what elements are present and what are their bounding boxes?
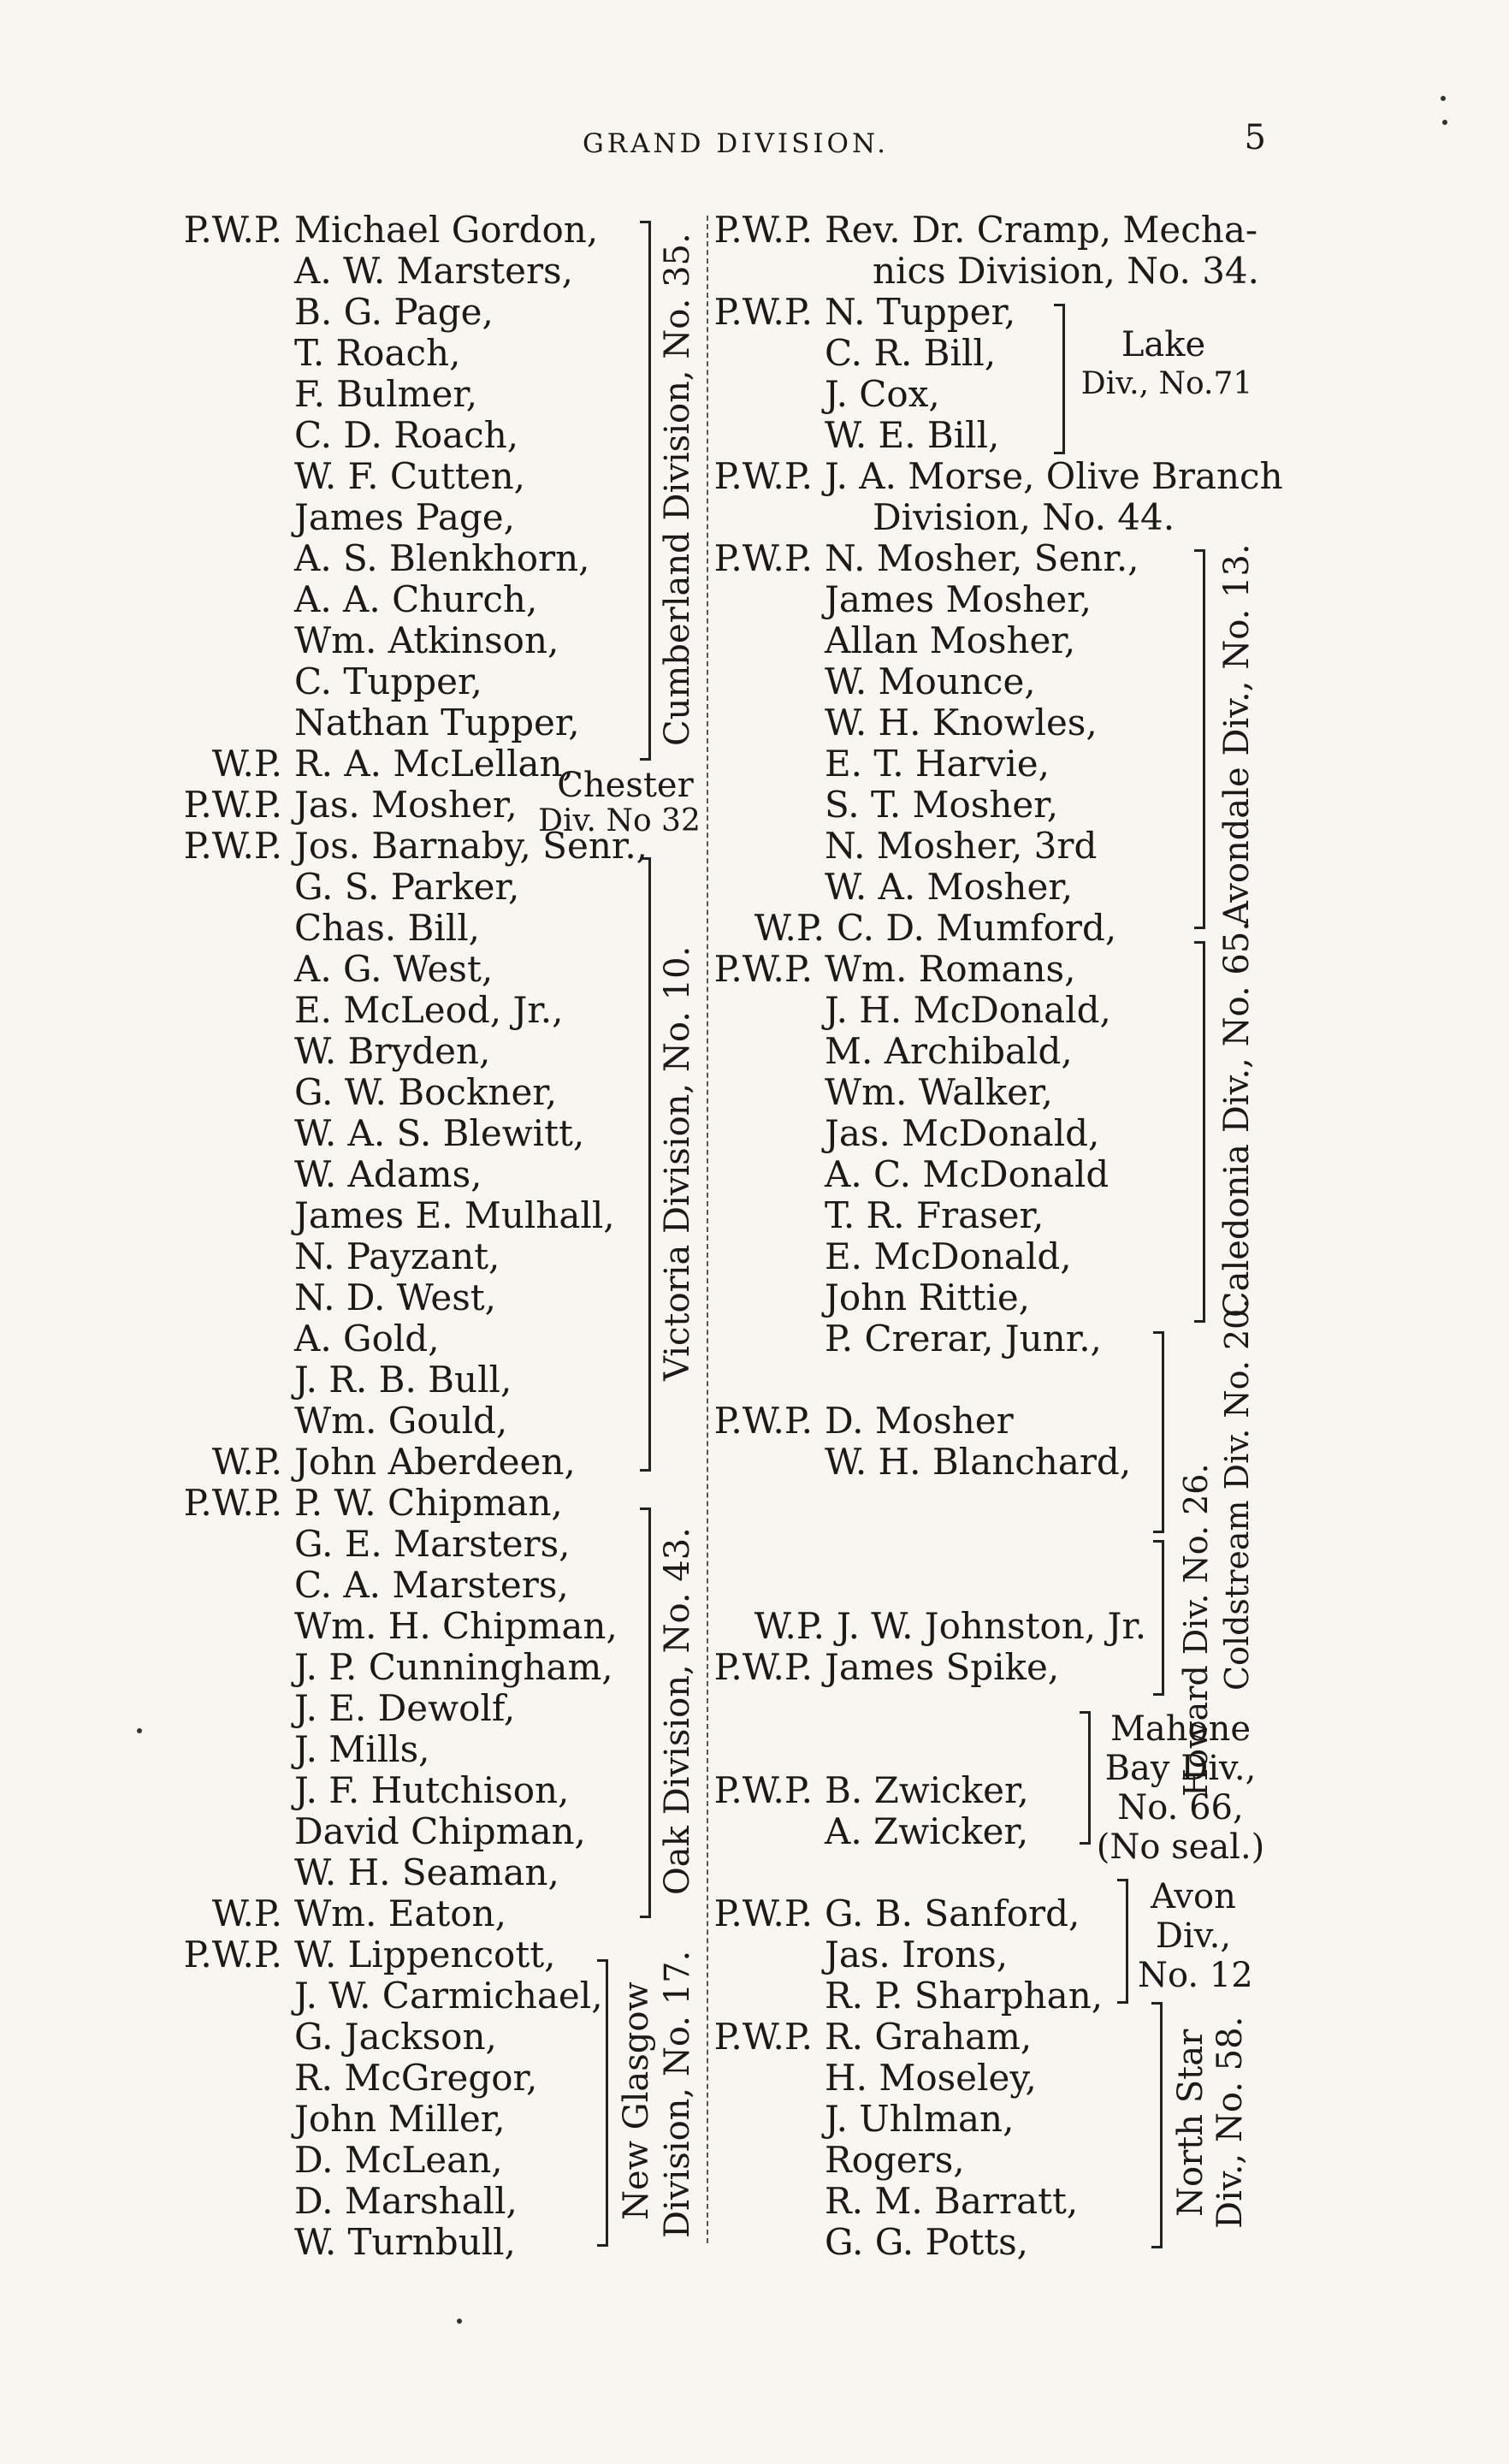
left-column-officer-title: P.W.P.: [183, 209, 282, 251]
left-column-entry: [137, 1072, 648, 1113]
left-column-member-name: R. McGregor,: [294, 2057, 538, 2099]
right-column-member-name: John Rittie,: [825, 1276, 1031, 1318]
left-column-entry: [137, 2058, 648, 2099]
left-column-member-name: B. G. Page,: [294, 291, 494, 333]
left-column-member-name: W. Turnbull,: [294, 2221, 516, 2263]
left-column-member-name: W. H. Seaman,: [294, 1851, 559, 1893]
right-column-member-name: T. R. Fraser,: [825, 1194, 1044, 1236]
left-column-entry: [137, 1154, 648, 1195]
left-column-member-name: W. F. Cutten,: [294, 455, 526, 497]
left-column-member-name: C. A. Marsters,: [294, 1564, 569, 1606]
left-column-entry: [137, 1647, 648, 1688]
mahone-brace: [1080, 1711, 1091, 1845]
left-column-member-name: C. Tupper,: [294, 660, 482, 702]
right-column-member-name: Rev. Dr. Cramp, Mecha-: [825, 209, 1258, 251]
left-column-member-name: G. E. Marsters,: [294, 1523, 571, 1565]
page-speck: [1441, 96, 1446, 101]
left-column-member-name: Jos. Barnaby, Senr.,: [294, 825, 648, 867]
left-column-entry: [137, 2181, 648, 2222]
lake-division-label-1: Lake: [1121, 325, 1206, 364]
right-column-member-name: N. Tupper,: [825, 291, 1016, 333]
mahone-division-label-3: No. 66,: [1117, 1788, 1244, 1827]
right-column-officer-title: P.W.P.: [713, 537, 813, 579]
left-column-entry: [137, 374, 648, 415]
north-star-division-label-1: North Star: [1171, 2029, 1210, 2217]
left-column-member-name: W. Lippencott,: [294, 1934, 556, 1975]
right-column-member-name: W. E. Bill,: [825, 414, 1000, 456]
howard-division-label: Howard Div. No. 26.: [1177, 1463, 1215, 1797]
left-column-entry: [137, 1606, 648, 1647]
right-column-member-name: nics Division, No. 34.: [873, 250, 1259, 292]
caledonia-division-label: Caledonia Div., No. 65.: [1217, 920, 1257, 1318]
left-column-member-name: James Page,: [294, 496, 515, 538]
left-column-entry: [137, 2222, 648, 2263]
right-column-member-name: C. D. Mumford,: [837, 907, 1117, 949]
right-column-member-name: W. H. Knowles,: [825, 702, 1098, 743]
left-column-entry: [137, 1934, 648, 1975]
left-column-member-name: A. A. Church,: [294, 578, 538, 620]
right-column-member-name: P. Crerar, Junr.,: [825, 1318, 1102, 1359]
left-column-entry: [137, 579, 648, 620]
left-column-entry: [137, 1236, 648, 1277]
lake-brace: [1054, 304, 1065, 454]
left-column-entry: [137, 1318, 648, 1359]
right-column-member-name: R. M. Barratt,: [825, 2180, 1079, 2222]
avon-division-label-1: Avon: [1151, 1877, 1236, 1916]
right-column-entry: [710, 1401, 1283, 1442]
right-column-member-name: N. Mosher, 3rd: [825, 825, 1098, 867]
left-column-member-name: J. W. Carmichael,: [294, 1975, 603, 2017]
right-column-member-name: W. Mounce,: [825, 660, 1036, 702]
right-column-member-name: D. Mosher: [825, 1400, 1014, 1442]
left-column-entry: [137, 1975, 648, 2017]
left-column-member-name: F. Bulmer,: [294, 373, 478, 415]
right-column-entry: [710, 1318, 1283, 1359]
left-column-officer-title: P.W.P.: [183, 784, 282, 826]
running-head: GRAND DIVISION.: [583, 128, 889, 159]
left-column-member-name: D. McLean,: [294, 2139, 503, 2181]
left-column-officer-title: P.W.P.: [183, 1934, 282, 1975]
left-column-member-name: Wm. Atkinson,: [294, 619, 559, 661]
left-column-entry: [137, 456, 648, 497]
left-column-member-name: G. S. Parker,: [294, 866, 520, 908]
left-column-entry: [137, 2140, 648, 2181]
left-column-entry: [137, 990, 648, 1031]
avondale-brace: [1194, 549, 1205, 929]
left-column-member-name: C. D. Roach,: [294, 414, 519, 456]
mahone-division-label-2: Bay Div.,: [1104, 1749, 1257, 1788]
left-column-member-name: R. A. McLellan,: [294, 743, 574, 785]
right-column-member-name: Jas. McDonald,: [825, 1112, 1100, 1154]
left-column-member-name: Wm. H. Chipman,: [294, 1605, 618, 1647]
left-column-entry: [137, 908, 648, 949]
right-column-member-name: Wm. Walker,: [825, 1071, 1053, 1113]
right-column-officer-title: W.P.: [754, 1605, 825, 1647]
left-column-list: [137, 210, 648, 2263]
left-column-entry: [137, 538, 648, 579]
left-column-member-name: D. Marshall,: [294, 2180, 518, 2222]
left-column-entry: [137, 1852, 648, 1893]
left-column-entry: [137, 1811, 648, 1852]
victoria-brace: [640, 857, 651, 1472]
left-column-entry: [137, 2099, 648, 2140]
right-column-member-name: J. H. McDonald,: [825, 989, 1111, 1031]
right-column-member-name: A. C. McDonald: [825, 1153, 1110, 1195]
page-speck: [1442, 120, 1447, 125]
oak-division-label: Oak Division, No. 43.: [658, 1527, 697, 1895]
north-star-brace: [1151, 2002, 1163, 2248]
left-column-entry: [137, 620, 648, 661]
left-column-member-name: A. W. Marsters,: [294, 250, 573, 292]
left-column-officer-title: W.P.: [211, 1441, 282, 1483]
left-column-entry: [137, 333, 648, 374]
left-column-entry: [137, 415, 648, 456]
new-glasgow-division-label-1: New Glasgow: [617, 1981, 656, 2221]
right-column-member-name: G. B. Sanford,: [825, 1892, 1080, 1934]
left-column-entry: [137, 1688, 648, 1729]
right-column-member-name: M. Archibald,: [825, 1030, 1073, 1072]
left-column-entry: [137, 1195, 648, 1236]
new-glasgow-division-label-2: Division, No. 17.: [658, 1950, 697, 2238]
right-column-member-name: N. Mosher, Senr.,: [825, 537, 1139, 579]
right-column-member-name: A. Zwicker,: [825, 1810, 1029, 1852]
caledonia-brace: [1194, 941, 1205, 1323]
right-column-officer-title: P.W.P.: [713, 948, 813, 990]
left-column-entry: [137, 2017, 648, 2058]
right-column-member-name: James Spike,: [825, 1646, 1060, 1688]
right-column-member-name: B. Zwicker,: [825, 1769, 1029, 1811]
right-column-officer-title: P.W.P.: [713, 455, 813, 497]
right-column-member-name: W. H. Blanchard,: [825, 1441, 1132, 1483]
left-column-entry: [137, 1729, 648, 1770]
left-column-officer-title: W.P.: [211, 743, 282, 785]
left-column-entry: [137, 1277, 648, 1318]
right-column-entry: [710, 1359, 1283, 1401]
left-column-entry: [137, 661, 648, 702]
right-column-entry: [710, 456, 1283, 497]
right-column-entry: [710, 210, 1283, 251]
left-column-member-name: Wm. Gould,: [294, 1400, 508, 1442]
north-star-division-label-2: Div., No. 58.: [1210, 2016, 1250, 2230]
right-column-member-name: James Mosher,: [825, 578, 1092, 620]
right-column-officer-title: P.W.P.: [713, 1646, 813, 1688]
mahone-division-label-4: (No seal.): [1096, 1827, 1265, 1867]
left-column-member-name: J. R. B. Bull,: [294, 1359, 512, 1401]
left-column-member-name: J. P. Cunningham,: [294, 1646, 613, 1688]
left-column-entry: [137, 251, 648, 292]
left-column-entry: [137, 702, 648, 743]
chester-division-label-2: Div. No 32: [538, 803, 701, 838]
chester-division-label-1: Chester: [557, 766, 694, 805]
left-column-member-name: E. McLeod, Jr.,: [294, 989, 564, 1031]
lake-division-label-2: Div., No.71: [1080, 366, 1253, 401]
right-column-entry: [710, 415, 1283, 456]
left-column-member-name: Jas. Mosher,: [294, 784, 518, 826]
left-column-member-name: John Miller,: [294, 2098, 506, 2140]
right-column-officer-title: P.W.P.: [713, 2016, 813, 2058]
column-divider-rule: [707, 216, 708, 2243]
left-column-member-name: N. D. West,: [294, 1276, 497, 1318]
right-column-member-name: S. T. Mosher,: [825, 784, 1059, 826]
left-column-entry: [137, 1442, 648, 1483]
avon-brace: [1117, 1879, 1128, 2004]
new-glasgow-brace: [597, 1959, 608, 2247]
left-column-member-name: A. Gold,: [294, 1318, 440, 1359]
right-column-member-name: Jas. Irons,: [825, 1934, 1009, 1975]
left-column-entry: [137, 1031, 648, 1072]
left-column-entry: [137, 210, 648, 251]
left-column-entry: [137, 949, 648, 990]
left-column-officer-title: P.W.P.: [183, 1482, 282, 1524]
left-column-member-name: Michael Gordon,: [294, 209, 599, 251]
left-column-member-name: Nathan Tupper,: [294, 702, 580, 743]
left-column-entry: [137, 1524, 648, 1565]
right-column-officer-title: P.W.P.: [713, 209, 813, 251]
right-column-officer-title: P.W.P.: [713, 1769, 813, 1811]
left-column-member-name: James E. Mulhall,: [294, 1194, 615, 1236]
right-column-entry: [710, 497, 1283, 538]
left-column-member-name: P. W. Chipman,: [294, 1482, 563, 1524]
left-column-member-name: G. Jackson,: [294, 2016, 497, 2058]
left-column-entry: [137, 497, 648, 538]
left-column-member-name: Chas. Bill,: [294, 907, 480, 949]
mahone-division-label-1: Mahone: [1110, 1709, 1252, 1749]
left-column-member-name: J. Mills,: [294, 1728, 430, 1770]
left-column-entry: [137, 1483, 648, 1524]
left-column-officer-title: P.W.P.: [183, 825, 282, 867]
right-column-member-name: Rogers,: [825, 2139, 965, 2181]
left-column-entry: [137, 867, 648, 908]
right-column-member-name: J. Cox,: [825, 373, 940, 415]
right-column-member-name: H. Moseley,: [825, 2057, 1037, 2099]
left-column-member-name: J. E. Dewolf,: [294, 1687, 516, 1729]
left-column-entry: [137, 1401, 648, 1442]
right-column-member-name: E. T. Harvie,: [825, 743, 1050, 785]
right-column-member-name: E. McDonald,: [825, 1235, 1072, 1277]
left-column-member-name: Wm. Eaton,: [294, 1892, 506, 1934]
victoria-division-label: Victoria Division, No. 10.: [658, 945, 697, 1382]
right-column-entry: [710, 251, 1283, 292]
left-column-member-name: W. Adams,: [294, 1153, 482, 1195]
right-column-member-name: W. A. Mosher,: [825, 866, 1074, 908]
right-column-member-name: Division, No. 44.: [873, 496, 1175, 538]
right-column-member-name: J. A. Morse, Olive Branch: [825, 455, 1283, 497]
left-column-member-name: David Chipman,: [294, 1810, 586, 1852]
left-column-member-name: T. Roach,: [294, 332, 461, 374]
left-column-member-name: G. W. Bockner,: [294, 1071, 558, 1113]
right-column-officer-title: P.W.P.: [713, 291, 813, 333]
left-column-entry: [137, 292, 648, 333]
right-column-officer-title: W.P.: [754, 907, 825, 949]
left-column-entry: [137, 1113, 648, 1154]
right-column-member-name: R. P. Sharphan,: [825, 1975, 1104, 2017]
cumberland-brace: [640, 221, 651, 761]
left-column-member-name: W. Bryden,: [294, 1030, 491, 1072]
right-column-member-name: R. Graham,: [825, 2016, 1033, 2058]
left-column-member-name: J. F. Hutchison,: [294, 1769, 570, 1811]
left-column-member-name: W. A. S. Blewitt,: [294, 1112, 585, 1154]
left-column-member-name: John Aberdeen,: [294, 1441, 576, 1483]
page-speck: [457, 2319, 462, 2324]
right-column-member-name: Allan Mosher,: [825, 619, 1076, 661]
left-column-entry: [137, 1565, 648, 1606]
avondale-division-label: Avondale Div., No. 13.: [1217, 543, 1257, 926]
oak-brace: [640, 1507, 651, 1918]
right-column-officer-title: P.W.P.: [713, 1400, 813, 1442]
coldstream-division-label-1: Coldstream Div. No. 20.: [1218, 1298, 1256, 1691]
right-column-member-name: G. G. Potts,: [825, 2221, 1029, 2263]
avon-division-label-3: No. 12: [1138, 1956, 1253, 1995]
right-column-member-name: C. R. Bill,: [825, 332, 997, 374]
right-column-officer-title: P.W.P.: [713, 1892, 813, 1934]
left-column-entry: [137, 1893, 648, 1934]
page-number: 5: [1244, 118, 1266, 157]
howard-brace: [1153, 1540, 1164, 1696]
right-column-member-name: J. W. Johnston, Jr.: [837, 1605, 1147, 1647]
left-column-officer-title: W.P.: [211, 1892, 282, 1934]
page-speck: [137, 1728, 142, 1733]
left-column-member-name: A. S. Blenkhorn,: [294, 537, 590, 579]
avon-division-label-2: Div.,: [1155, 1916, 1232, 1956]
cumberland-division-label: Cumberland Division, No. 35.: [658, 233, 697, 746]
left-column-entry: [137, 1770, 648, 1811]
right-column-member-name: Wm. Romans,: [825, 948, 1076, 990]
left-column-member-name: N. Payzant,: [294, 1235, 500, 1277]
left-column-member-name: A. G. West,: [294, 948, 494, 990]
left-column-entry: [137, 1359, 648, 1401]
coldstream-brace: [1153, 1331, 1164, 1533]
right-column-member-name: J. Uhlman,: [825, 2098, 1015, 2140]
